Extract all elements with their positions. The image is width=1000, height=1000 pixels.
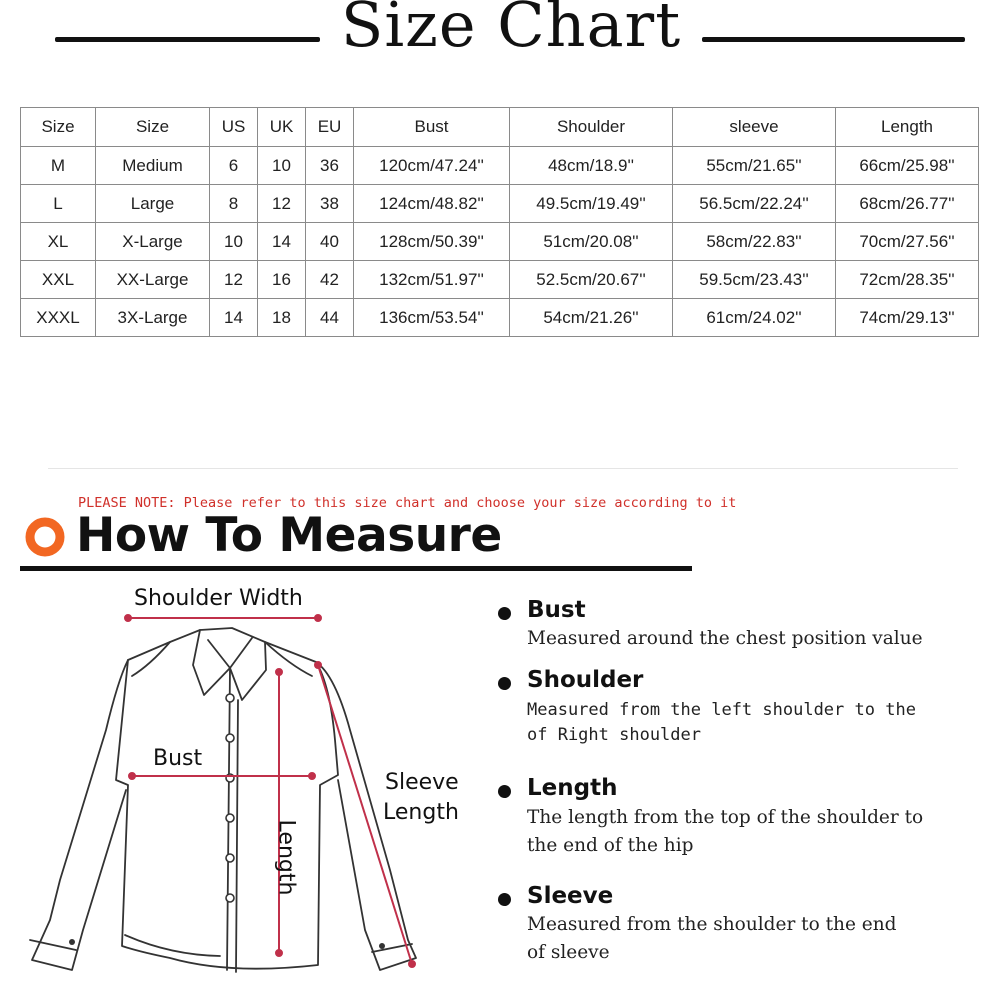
measure-title-shoulder: Shoulder (527, 667, 644, 693)
table-cell: 52.5cm/20.67'' (510, 261, 673, 299)
table-cell: 124cm/48.82'' (354, 185, 510, 223)
title-rule-right (702, 37, 965, 42)
table-header-row (21, 108, 979, 147)
table-cell: 132cm/51.97'' (354, 261, 510, 299)
table-cell: 42 (306, 261, 354, 299)
table-cell: 66cm/25.98'' (836, 147, 979, 185)
table-cell: 48cm/18.9'' (510, 147, 673, 185)
header-shoulder: Shoulder (510, 108, 673, 147)
table-cell: 58cm/22.83'' (673, 223, 836, 261)
measure-desc-shoulder-line1: Measured from the left shoulder to the (527, 700, 916, 720)
table-row (21, 299, 979, 337)
measure-desc-sleeve-line2: of sleeve (527, 942, 610, 963)
table-cell: M (21, 147, 96, 185)
bullet-icon (498, 607, 511, 620)
table-cell: 128cm/50.39'' (354, 223, 510, 261)
table-cell: XL (21, 223, 96, 261)
header-sleeve: sleeve (673, 108, 836, 147)
table-cell: 61cm/24.02'' (673, 299, 836, 337)
table-cell: 16 (258, 261, 306, 299)
table-cell: 18 (258, 299, 306, 337)
table-cell: 8 (210, 185, 258, 223)
measure-title-length: Length (527, 775, 618, 801)
measure-title-bust: Bust (527, 597, 586, 623)
how-to-measure-title: How To Measure (76, 508, 502, 563)
left-sleeve (32, 660, 128, 970)
shirt-diagram (20, 580, 440, 985)
title-rule-left (55, 37, 320, 42)
table-cell: XX-Large (96, 261, 210, 299)
table-cell: XXL (21, 261, 96, 299)
bullet-icon (498, 677, 511, 690)
table-cell: X-Large (96, 223, 210, 261)
header-size-name: Size (96, 108, 210, 147)
table-cell: Large (96, 185, 210, 223)
table-cell: XXXL (21, 299, 96, 337)
table-cell: 56.5cm/22.24'' (673, 185, 836, 223)
measure-desc-bust-line1: Measured around the chest position value (527, 628, 923, 649)
table-cell: 68cm/26.77'' (836, 185, 979, 223)
measure-desc-shoulder-line2: of Right shoulder (527, 725, 701, 745)
table-cell: 12 (210, 261, 258, 299)
table-cell: 3X-Large (96, 299, 210, 337)
table-cell: 14 (258, 223, 306, 261)
header-us: US (210, 108, 258, 147)
size-chart-table (20, 107, 979, 337)
table-cell: 136cm/53.54'' (354, 299, 510, 337)
orange-ring-icon (24, 516, 66, 558)
size-note: PLEASE NOTE: Please refer to this size chart and choose your size according to it (78, 495, 737, 511)
table-cell: 10 (210, 223, 258, 261)
header-uk: UK (258, 108, 306, 147)
bust-label: Bust (153, 746, 203, 771)
table-cell: L (21, 185, 96, 223)
table-cell: 74cm/29.13'' (836, 299, 979, 337)
bullet-icon (498, 785, 511, 798)
measure-desc-sleeve-line1: Measured from the shoulder to the end (527, 914, 897, 935)
table-cell: 38 (306, 185, 354, 223)
table-row (21, 147, 979, 185)
table-cell: 6 (210, 147, 258, 185)
table-cell: 14 (210, 299, 258, 337)
table-cell: 10 (258, 147, 306, 185)
how-to-measure-rule (20, 566, 692, 571)
table-cell: 55cm/21.65'' (673, 147, 836, 185)
table-row (21, 185, 979, 223)
header-length: Length (836, 108, 979, 147)
table-cell: 51cm/20.08'' (510, 223, 673, 261)
sleeve-length-label-line2: Length (383, 800, 459, 825)
table-cell: 54cm/21.26'' (510, 299, 673, 337)
measure-desc-length-line1: The length from the top of the shoulder to (527, 807, 924, 828)
header-bust: Bust (354, 108, 510, 147)
table-cell: 40 (306, 223, 354, 261)
table-cell: 44 (306, 299, 354, 337)
measure-title-sleeve: Sleeve (527, 883, 614, 909)
header-eu: EU (306, 108, 354, 147)
table-cell: 59.5cm/23.43'' (673, 261, 836, 299)
table-cell: 36 (306, 147, 354, 185)
table-row (21, 261, 979, 299)
table-cell: 70cm/27.56'' (836, 223, 979, 261)
header-size: Size (21, 108, 96, 147)
table-cell: 49.5cm/19.49'' (510, 185, 673, 223)
table-cell: Medium (96, 147, 210, 185)
section-divider (48, 468, 958, 469)
table-cell: 120cm/47.24'' (354, 147, 510, 185)
table-cell: 12 (258, 185, 306, 223)
table-row (21, 223, 979, 261)
page-title: Size Chart (340, 0, 682, 61)
sleeve-length-label-line1: Sleeve (385, 770, 459, 795)
bullet-icon (498, 893, 511, 906)
length-label: Length (273, 819, 299, 896)
shoulder-width-label: Shoulder Width (134, 586, 303, 611)
measure-desc-length-line2: the end of the hip (527, 835, 694, 856)
table-cell: 72cm/28.35'' (836, 261, 979, 299)
